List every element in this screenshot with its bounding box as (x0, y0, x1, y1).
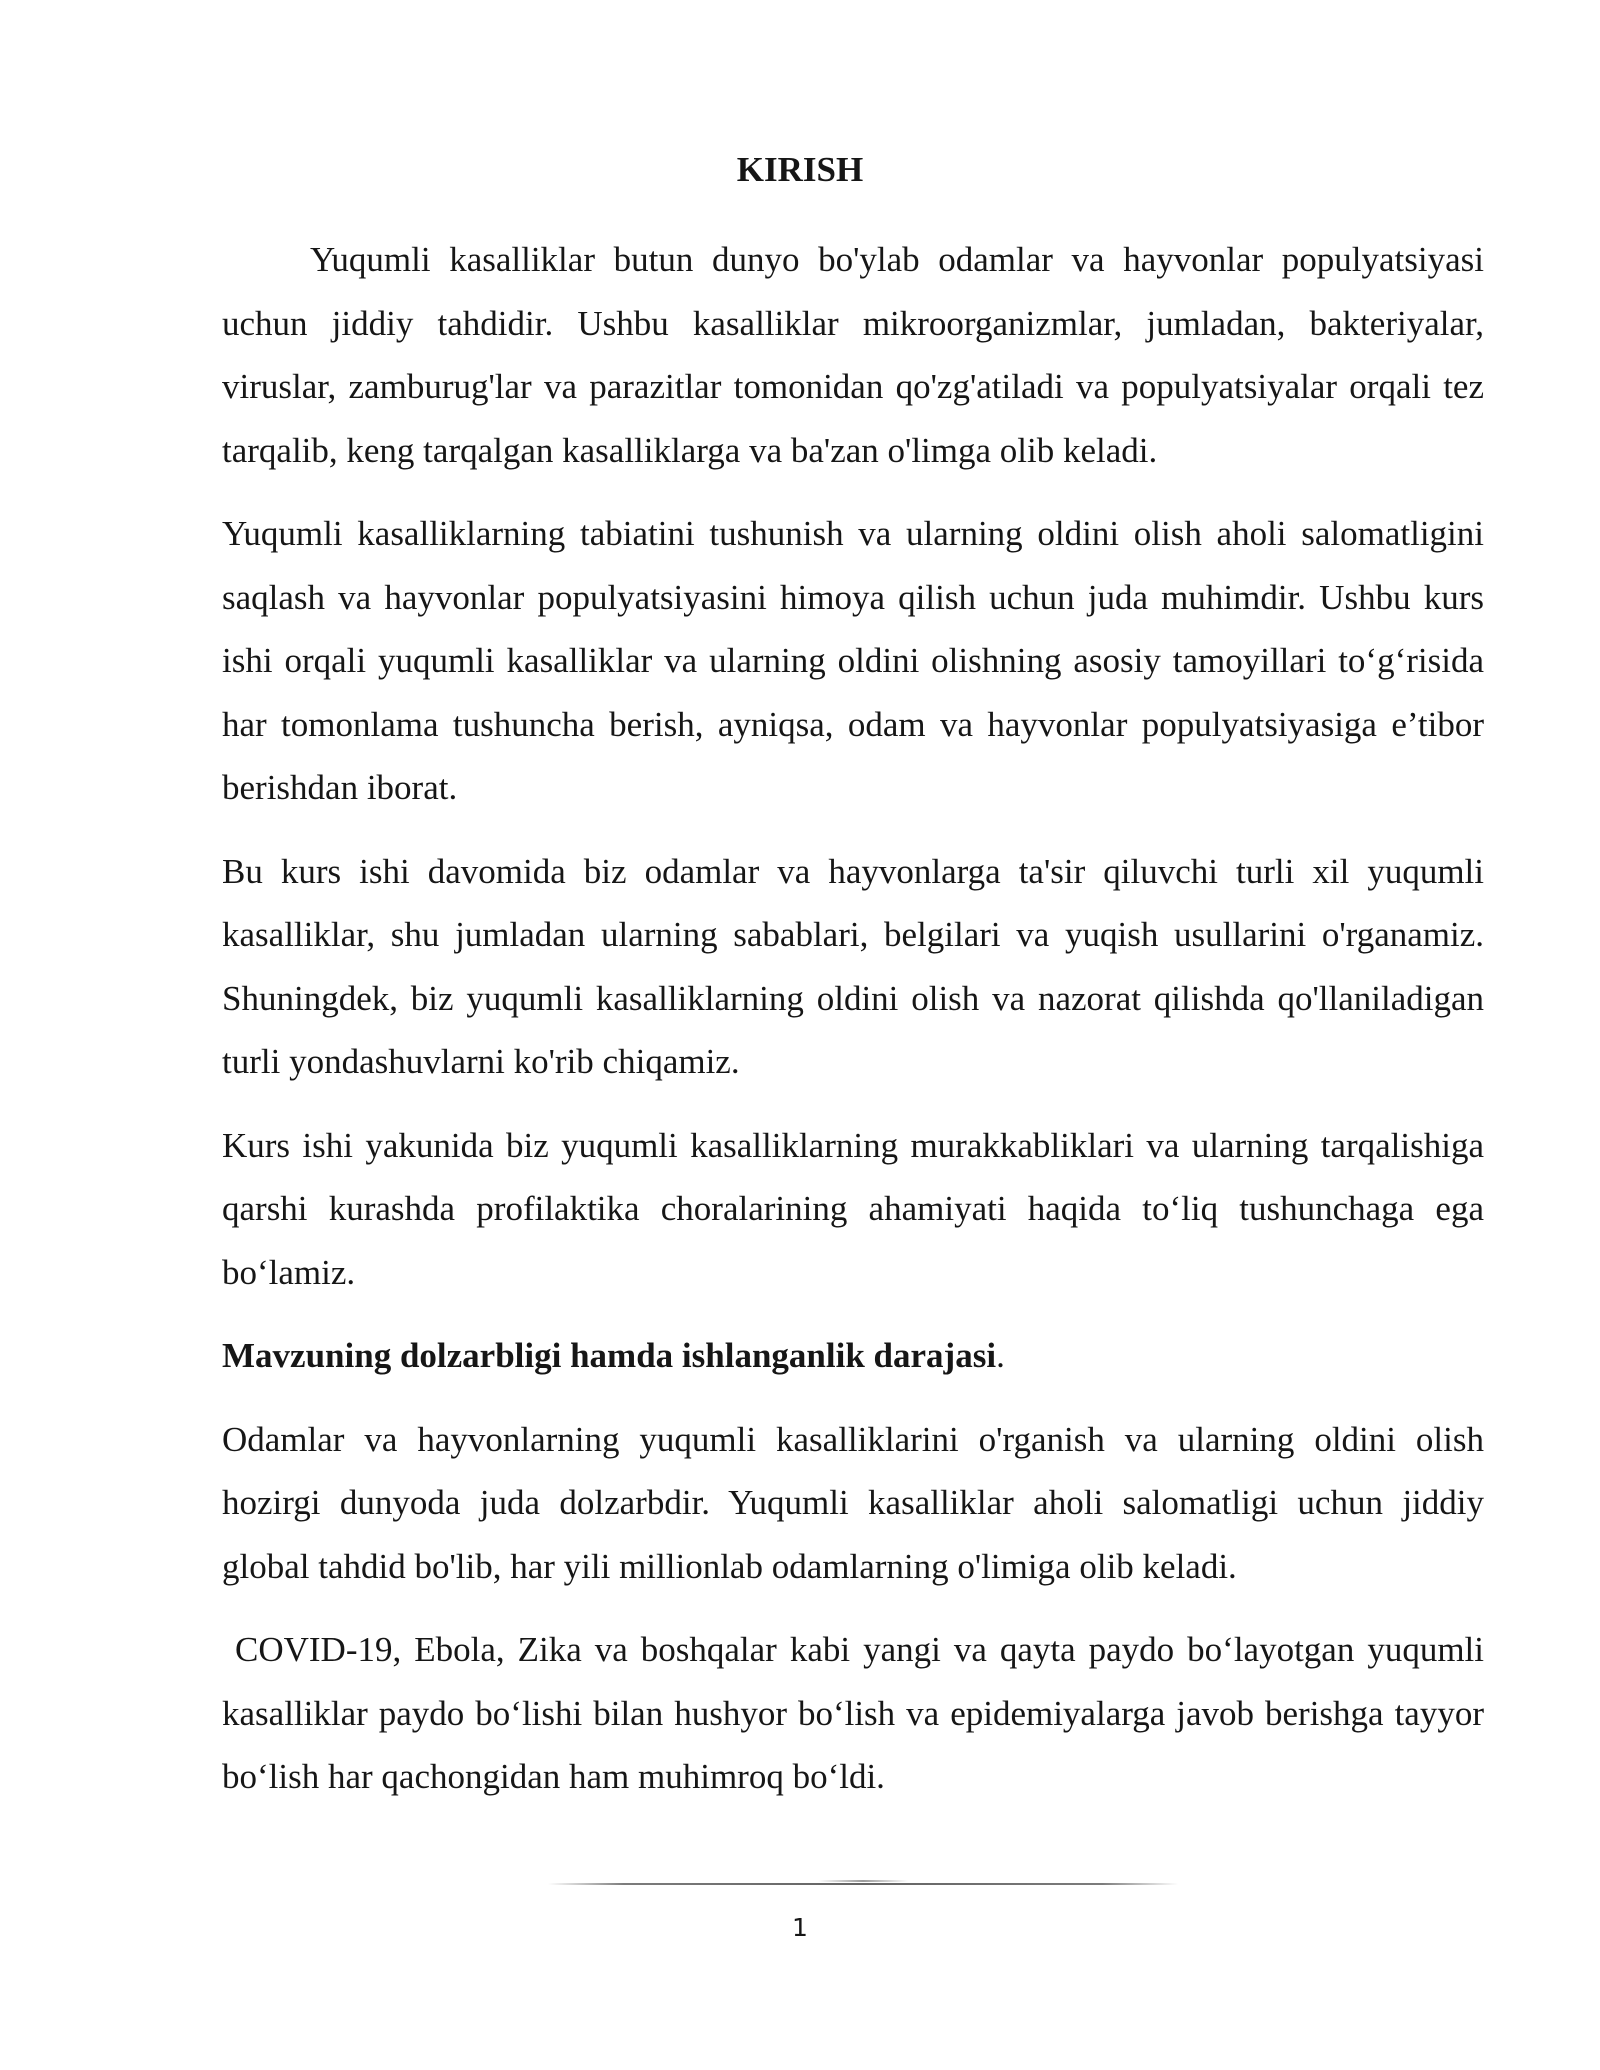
section-heading-suffix: . (996, 1336, 1005, 1375)
paragraph-emerging-diseases: COVID-19, Ebola, Zika va boshqalar kabi yangi va qayta paydo bo‘layotgan yuqumli kasalliklar paydo bo‘lishi bilan hushyor bo‘lish va epidemiyalarga javob berishga tayyor bo‘lish har qachongidan ham muhimroq bo‘ldi. (222, 1630, 1493, 1796)
paragraph-course-outcome: Kurs ishi yakunida biz yuqumli kasalliklarning murakkabliklari va ularning tarqalishiga qarshi kurashda profilaktika choralarining ahamiyati haqida to‘liq tushunchaga ega bo‘lamiz. (222, 1125, 1484, 1292)
section-heading (222, 1324, 1484, 1388)
footer-divider (548, 1883, 1178, 1885)
footer-divider-accent (818, 1880, 908, 1882)
paragraph-intro: Yuqumli kasalliklar butun dunyo bo'ylab odamlar va hayvonlar populyatsiyasi uchun jiddiy tahdidir. Ushbu kasalliklar mikroorganizmlar, jumladan, bakteriyalar, viruslar, zamburug'lar va parazitlar tomonidan qo'zg'atiladi va populyatsiyalar orqali tez tarqalib, keng tarqalgan kasalliklarga va ba'zan o'limga olib keladi. (222, 240, 1484, 470)
section-heading-text: Mavzuning dolzarbligi hamda ishlanganlik darajasi (222, 1336, 997, 1375)
paragraph-understanding: Yuqumli kasalliklarning tabiatini tushunish va ularning oldini olish aholi salomatligini saqlash va hayvonlar populyatsiyasini himoya qilish uchun juda muhimdir. Ushbu kurs ishi orqali yuqumli kasalliklar va ularning oldini olishning asosiy tamoyillari to‘g‘risida har tomonlama tushuncha berish, ayniqsa, odam va hayvonlar populyatsiyasiga e’tibor berishdan iborat. (222, 514, 1484, 807)
page-number: 1 (792, 1913, 808, 1942)
paragraph-course-scope: Bu kurs ishi davomida biz odamlar va hayvonlarga ta'sir qiluvchi turli xil yuqumli kasalliklar, shu jumladan ularning sabablari, belgilari va yuqish usullarini o'rganamiz. Shuningdek, biz yuqumli kasalliklarning oldini olish va nazorat qilishda qo'llaniladigan turli yondashuvlarni ko'rib chiqamiz. (222, 851, 1484, 1081)
document-title: KIRISH (736, 150, 864, 189)
document-body (222, 228, 1493, 1829)
paragraph-relevance: Odamlar va hayvonlarning yuqumli kasalliklarini o'rganish va ularning oldini olish hozirgi dunyoda juda dolzarbdir. Yuqumli kasalliklar aholi salomatligi uchun jiddiy global tahdid bo'lib, har yili millionlab odamlarning o'limiga olib keladi. (222, 1419, 1484, 1586)
